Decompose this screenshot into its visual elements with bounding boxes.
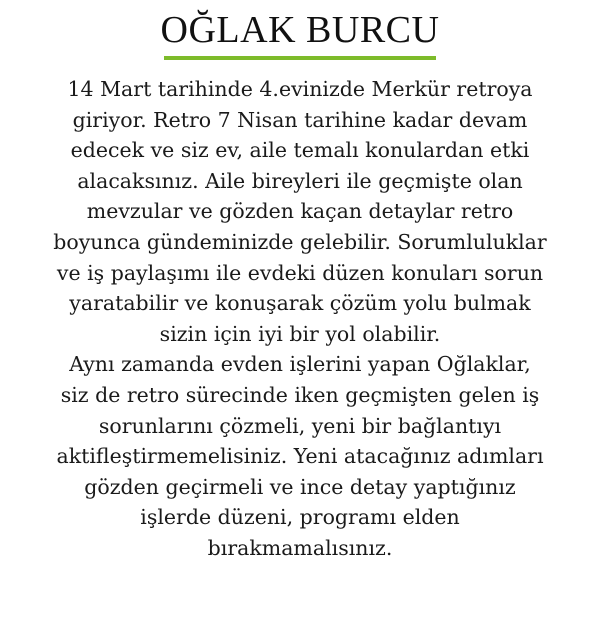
body-line: aktifleştirmemelisiniz. Yeni atacağınız adımları — [56, 444, 544, 469]
page-title: OĞLAK BURCU — [160, 9, 440, 51]
body-line: mevzular ve gözden kaçan detaylar retro — [86, 199, 514, 224]
body-line: sizin için iyi bir yol olabilir. — [159, 321, 441, 346]
body-line: siz de retro sürecinde iken geçmişten gelen iş — [60, 382, 540, 407]
body-line: edecek ve siz ev, aile temalı konulardan etki — [70, 138, 530, 163]
body-line: boyunca gündeminizde gelebilir. Sorumluluklar — [53, 229, 547, 254]
horoscope-body — [6, 74, 594, 564]
body-line: 14 Mart tarihinde 4.evinizde Merkür retroya — [67, 77, 533, 101]
body-line: Aynı zamanda evden işlerini yapan Oğlaklar, — [69, 352, 531, 377]
body-line: ve iş paylaşımı ile evdeki düzen konuları sorun — [56, 260, 544, 285]
body-line: sorunlarını çözmeli, yeni bir bağlantıyı — [98, 413, 502, 438]
title-underline — [164, 56, 436, 60]
body-line: giriyor. Retro 7 Nisan tarihine kadar devam — [72, 107, 528, 132]
body-line: yaratabilir ve konuşarak çözüm yolu bulmak — [69, 291, 531, 316]
body-line: bırakmamalısınız. — [207, 535, 393, 560]
body-line: alacaksınız. Aile bireyleri ile geçmişte olan — [77, 168, 523, 193]
body-line: işlerde düzeni, programı elden — [140, 505, 460, 530]
body-line: gözden geçirmeli ve ince detay yaptığınız — [84, 474, 516, 499]
